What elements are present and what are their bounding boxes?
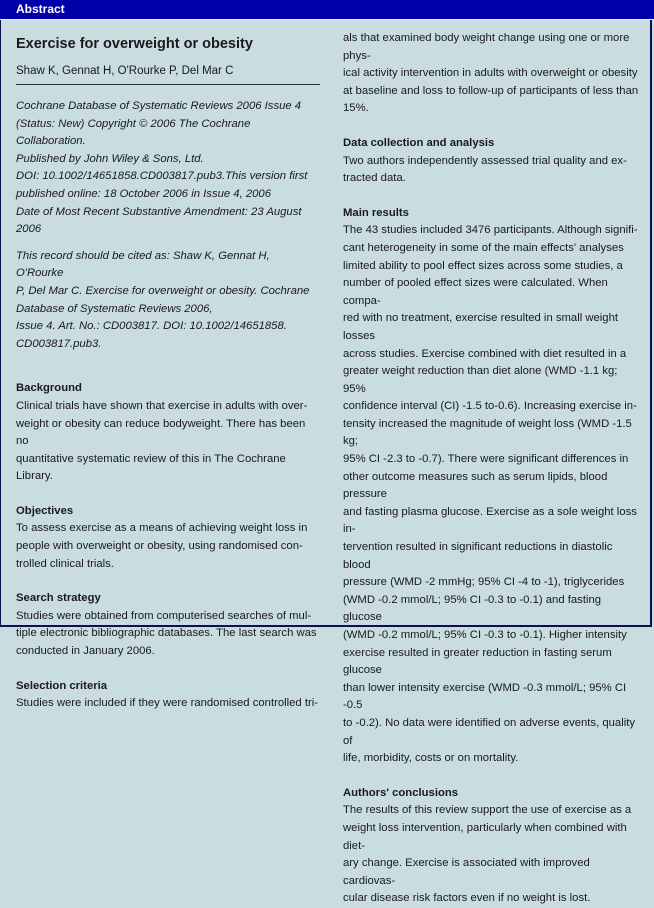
article-authors: Shaw K, Gennat H, O'Rourke P, Del Mar C (16, 63, 320, 85)
text-line: Studies were included if they were randomised controlled tri- (16, 697, 319, 710)
text-line: quantitative systematic review of this in The Cochrane (16, 452, 286, 465)
section-heading: Objectives (16, 504, 74, 517)
text-line: confidence interval (CI) -1.5 to-0.6). Increasing exercise in- (343, 400, 637, 413)
text-line: 15%. (343, 102, 369, 115)
text-line: weight loss intervention, particularly when combined with diet- (343, 821, 627, 852)
text-line: ary change. Exercise is associated with improved cardiovas- (343, 857, 590, 887)
text-line: Library. (16, 470, 53, 483)
section-objectives (16, 503, 320, 573)
section-authors-conclusions (343, 785, 641, 908)
text-line: trolled clinical trials. (16, 557, 114, 570)
text-line: other outcome measures such as serum lipids, blood pressure (343, 470, 608, 501)
text-line: The results of this review support the use of exercise as a (343, 804, 632, 817)
section-background (16, 380, 320, 486)
text-line: cular disease risk factors even if no weight is lost. (343, 892, 591, 905)
text-line: Cochrane Database of Systematic Reviews 2006 Issue 4 (16, 100, 302, 112)
section-heading: Main results (343, 206, 409, 219)
section-search-strategy (16, 590, 320, 660)
section-body (343, 222, 641, 767)
text-line: red with no treatment, exercise resulted in small weight losses (343, 312, 619, 342)
text-line: tensity increased the magnitude of weight loss (WMD -1.5 kg; (343, 417, 632, 448)
text-line: life, morbidity, costs or on mortality. (343, 752, 519, 765)
text-line: greater weight reduction than diet alone (WMD -1.1 kg; 95% (343, 365, 618, 395)
abstract-header (0, 0, 654, 20)
article-title: Exercise for overweight or obesity (16, 36, 253, 52)
text-line: number of pooled effect sizes were calculated. When compa- (343, 277, 608, 307)
text-line: Two authors independently assessed trial quality and ex- (343, 154, 627, 167)
section-heading: Background (16, 382, 82, 395)
text-line: DOI: 10.1002/14651858.CD003817.pub3.This version first (16, 170, 308, 183)
left-column (16, 19, 320, 713)
text-line: (WMD -0.2 mmol/L; 95% CI -0.3 to -0.1) and fasting glucose (343, 593, 602, 624)
selection-criteria-continued (343, 30, 641, 118)
right-column (343, 19, 641, 908)
text-line: P, Del Mar C. Exercise for overweight or obesity. Cochrane (16, 284, 310, 297)
text-line: Issue 4. Art. No.: CD003817. DOI: 10.1002/14651858. (16, 320, 287, 333)
section-main-results (343, 205, 641, 768)
text-line: Date of Most Recent Substantive Amendment: 23 August (16, 205, 302, 218)
section-body (343, 802, 641, 908)
text-line: To assess exercise as a means of achieving weight loss in (16, 522, 308, 535)
section-heading: Data collection and analysis (343, 136, 495, 149)
section-body (16, 695, 320, 713)
text-line: to -0.2). No data were identified on adverse events, quality of (343, 716, 636, 747)
section-selection-criteria (16, 678, 320, 713)
text-line: (Status: New) Copyright © 2006 The Cochrane Collaboration. (16, 117, 251, 148)
text-line: exercise resulted in greater reduction in fasting serum glucose (343, 646, 612, 677)
text-line: als that examined body weight change using one or more phys- (343, 32, 630, 62)
text-line: and fasting plasma glucose. Exercise as a sole weight loss in- (343, 505, 637, 536)
text-line: limited ability to pool effect sizes across some studies, a (343, 259, 623, 272)
text-line: pressure (WMD -2 mmHg; 95% CI -4 to -1), triglycerides (343, 576, 625, 589)
text-line: published online: 18 October 2006 in Issue 4, 2006 (16, 187, 271, 200)
section-body (16, 608, 320, 661)
text-line: cant heterogeneity in some of the main effects' analyses (343, 241, 624, 254)
text-line: tracted data. (343, 172, 406, 185)
text-line: 2006 (16, 223, 42, 236)
text-line: ical activity intervention in adults with overweight or obesity (343, 67, 638, 80)
header-title: Abstract (16, 2, 65, 16)
text-line: CD003817.pub3. (16, 337, 102, 350)
text-line: than lower intensity exercise (WMD -0.3 mmol/L; 95% CI -0.5 (343, 681, 627, 712)
cite-as-block (16, 248, 320, 354)
section-body (16, 520, 320, 573)
section-heading: Search strategy (16, 592, 101, 605)
text-line: Database of Systematic Reviews 2006, (16, 302, 213, 315)
text-line: weight or obesity can reduce bodyweight. There has been no (16, 417, 306, 448)
section-body (343, 153, 641, 188)
text-line: conducted in January 2006. (16, 645, 155, 658)
section-data-collection (343, 135, 641, 188)
text-line: Published by John Wiley & Sons, Ltd. (16, 152, 204, 165)
text-line: This record should be cited as: Shaw K, Gennat H, O'Rourke (16, 249, 270, 280)
section-body (16, 398, 320, 486)
section-heading: Selection criteria (16, 679, 108, 692)
citation-block (16, 98, 320, 239)
text-line: The 43 studies included 3476 participants. Although signifi- (343, 224, 638, 237)
text-line: Clinical trials have shown that exercise in adults with over- (16, 399, 308, 412)
text-line: tervention resulted in significant reductions in diastolic blood (343, 541, 613, 571)
text-line: people with overweight or obesity, using randomised con- (16, 540, 303, 553)
text-line: across studies. Exercise combined with diet resulted in a (343, 347, 627, 360)
section-heading: Authors' conclusions (343, 786, 459, 799)
text-line: 95% CI -2.3 to -0.7). There were significant differences in (343, 453, 629, 466)
text-line: Studies were obtained from computerised searches of mul- (16, 609, 312, 622)
text-line: tiple electronic bibliographic databases. The last search was (16, 627, 317, 640)
text-line: (WMD -0.2 mmol/L; 95% CI -0.3 to -0.1). Higher intensity (343, 629, 627, 641)
text-line: at baseline and loss to follow-up of participants of less than (343, 84, 639, 97)
